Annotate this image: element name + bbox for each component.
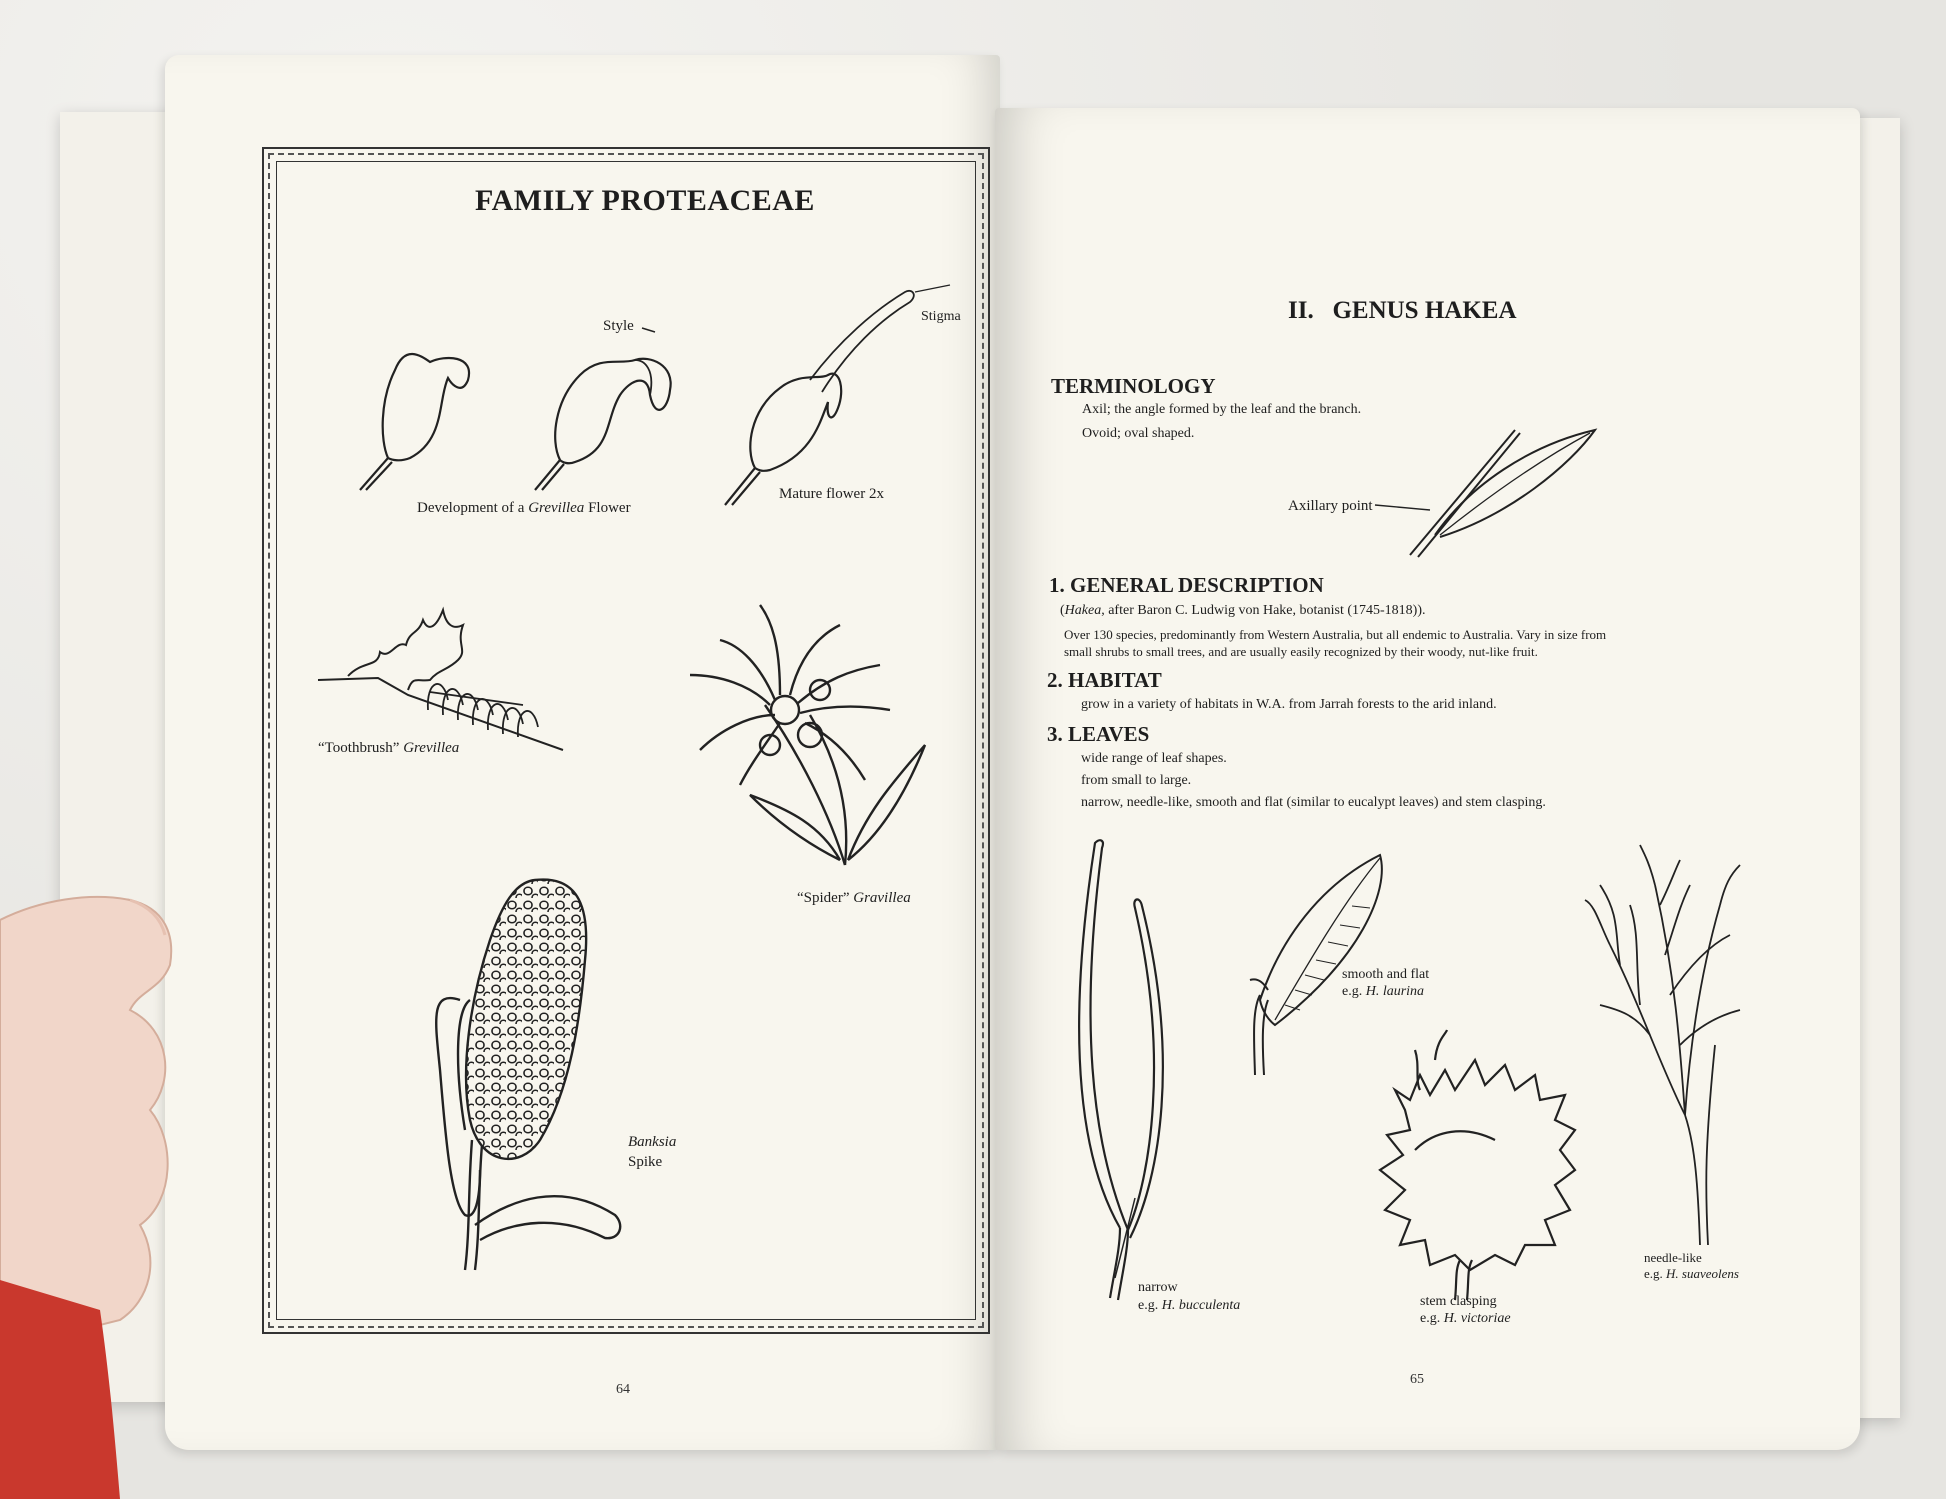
terminology-heading: TERMINOLOGY (1051, 374, 1216, 398)
smooth-label-line2 (1342, 984, 1424, 1000)
general-line-2: Over 130 species, predominantly from Western Australia, but all endemic to Australia. Vary in size from (1064, 627, 1607, 642)
caption-banksia-line2: Spike (628, 1154, 663, 1170)
general-description-heading: 1. GENERAL DESCRIPTION (1049, 573, 1324, 597)
grevillea-development-drawing (350, 300, 970, 510)
leaves-line-1: wide range of leaf shapes. (1081, 751, 1227, 766)
narrow-label-line2 (1138, 1298, 1240, 1314)
clasping-label-line1: stem clasping (1420, 1294, 1497, 1309)
terminology-line-1: Axil; the angle formed by the leaf and the branch. (1082, 402, 1362, 417)
caption-toothbrush-genus: Grevillea (403, 740, 460, 756)
smooth-label-eg: e.g. (1342, 984, 1366, 999)
clasping-label-eg: e.g. (1420, 1311, 1444, 1326)
caption-toothbrush (318, 740, 459, 757)
narrow-leaf-drawing (1060, 838, 1200, 1308)
toothbrush-grevillea-drawing (318, 600, 578, 760)
general-line-1-genus: Hakea (1064, 603, 1102, 618)
leaves-heading: 3. LEAVES (1047, 722, 1150, 746)
leaves-line-3: narrow, needle-like, smooth and flat (similar to eucalypt leaves) and stem clasping. (1081, 795, 1546, 810)
needle-label-line1: needle-like (1644, 1250, 1702, 1265)
habitat-heading: 2. HABITAT (1047, 668, 1162, 692)
page-number-left: 64 (616, 1382, 630, 1397)
needle-like-leaf-drawing (1580, 845, 1750, 1245)
caption-dev-genus: Grevillea (528, 500, 585, 516)
needle-label-species: H. suaveolens (1666, 1266, 1739, 1281)
left-page-title: FAMILY PROTEACEAE (475, 184, 815, 217)
label-stigma: Stigma (921, 309, 961, 324)
caption-toothbrush-prefix: “Toothbrush” (318, 740, 404, 756)
caption-mature-flower: Mature flower 2x (779, 486, 884, 502)
banksia-spike-drawing (410, 870, 663, 1290)
narrow-label-line1: narrow (1138, 1280, 1178, 1295)
caption-grevillea-development (417, 500, 631, 517)
right-page-title: II. GENUS HAKEA (1288, 297, 1517, 324)
habitat-line-1: grow in a variety of habitats in W.A. from Jarrah forests to the arid inland. (1081, 697, 1497, 712)
stem-clasping-leaf-drawing (1375, 1030, 1595, 1300)
general-line-1-rest: , after Baron C. Ludwig von Hake, botanist (1745-1818)). (1101, 603, 1426, 618)
caption-dev-suffix: Flower (584, 500, 631, 516)
clasping-label-line2 (1420, 1311, 1511, 1327)
caption-banksia-line1: Banksia (628, 1134, 677, 1150)
axillary-leaf-drawing (1400, 425, 1600, 565)
caption-spider-prefix: “Spider” (797, 890, 854, 906)
caption-dev-prefix: Development of a (417, 500, 529, 516)
general-line-1 (1060, 603, 1425, 619)
smooth-label-species: H. laurina (1365, 984, 1425, 999)
hand-holding-book (0, 880, 215, 1499)
spider-grevillea-drawing (680, 595, 940, 875)
label-style: Style (603, 318, 634, 334)
terminology-line-2: Ovoid; oval shaped. (1082, 426, 1195, 441)
page-number-right: 65 (1410, 1372, 1424, 1387)
narrow-label-species: H. bucculenta (1161, 1298, 1241, 1313)
needle-label-line2 (1644, 1266, 1739, 1282)
leaves-line-2: from small to large. (1081, 773, 1192, 788)
caption-spider-genus: Gravillea (853, 890, 911, 906)
smooth-label-line1: smooth and flat (1342, 967, 1430, 982)
needle-label-eg: e.g. (1644, 1266, 1667, 1281)
narrow-label-eg: e.g. (1138, 1298, 1162, 1313)
general-line-3: small shrubs to small trees, and are usually easily recognized by their woody, nut-like fruit. (1064, 644, 1538, 659)
axillary-point-label: Axillary point (1288, 498, 1373, 514)
clasping-label-species: H. victoriae (1443, 1311, 1511, 1326)
caption-spider (797, 890, 911, 907)
general-line-1-open: ( (1060, 603, 1065, 618)
